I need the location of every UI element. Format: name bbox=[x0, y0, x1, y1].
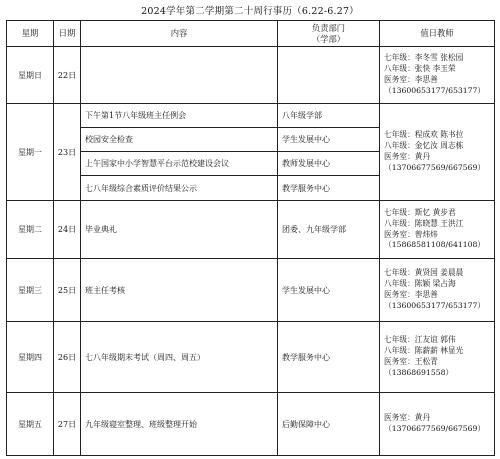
dept-cell: 教师发展中心 bbox=[278, 152, 380, 176]
content-cell: 七八年级综合素质评价结果公示 bbox=[81, 176, 278, 201]
content-cell: 七八年级期末考试（周四、周五） bbox=[81, 322, 278, 393]
duty-teachers-cell bbox=[380, 104, 495, 201]
header-dept-line2: （学部） bbox=[311, 33, 346, 44]
duty-line: 七年级：李冬雪 张松园 bbox=[384, 53, 464, 63]
weekly-schedule-table bbox=[6, 20, 495, 456]
day-cell: 星期四 bbox=[7, 322, 54, 393]
header-day: 星期 bbox=[7, 21, 54, 47]
date-cell: 23日 bbox=[54, 104, 81, 201]
schedule-body bbox=[7, 21, 495, 456]
header-duty: 值日教师 bbox=[380, 21, 495, 47]
duty-line: （13600653177/653177） bbox=[384, 300, 486, 310]
header-date: 日期 bbox=[54, 21, 81, 47]
date-cell: 24日 bbox=[54, 201, 81, 259]
content-cell: 毕业典礼 bbox=[81, 201, 278, 259]
date-cell: 25日 bbox=[54, 259, 81, 322]
content-cell bbox=[81, 47, 278, 104]
schedule-row bbox=[7, 259, 495, 322]
content-cell: 班主任考核 bbox=[81, 259, 278, 322]
duty-teachers-cell bbox=[380, 201, 495, 259]
content-cell: 上午国家中小学智慧平台示范校建设会议 bbox=[81, 152, 278, 176]
day-cell: 星期二 bbox=[7, 201, 54, 259]
day-cell: 星期一 bbox=[7, 104, 54, 201]
duty-line: （13706677569/667569） bbox=[384, 162, 486, 172]
schedule-row bbox=[7, 104, 495, 128]
duty-line: 医务室：李思善 bbox=[384, 75, 438, 84]
header-dept-line1: 负责部门 bbox=[311, 22, 346, 33]
duty-line: 七年级：斯忆 黄步君 bbox=[384, 207, 456, 217]
header-row bbox=[7, 21, 495, 47]
dept-cell: 学生发展中心 bbox=[278, 128, 380, 152]
duty-line: 医务室：王松青 bbox=[384, 357, 438, 366]
dept-cell: 八年级学部 bbox=[278, 104, 380, 128]
schedule-row bbox=[7, 322, 495, 393]
schedule-row bbox=[7, 201, 495, 259]
duty-line: 八年级：陈颖 梁占海 bbox=[384, 279, 456, 289]
page-title: 2024学年第二学期第二十周行事历（6.22-6.27） bbox=[141, 6, 359, 17]
day-cell: 星期三 bbox=[7, 259, 54, 322]
header-dept bbox=[278, 21, 380, 47]
duty-teachers-cell bbox=[380, 393, 495, 456]
date-cell: 27日 bbox=[54, 393, 81, 456]
duty-line: 七年级：江友谊 郭伟 bbox=[384, 335, 456, 345]
dept-cell: 后勤保障中心 bbox=[278, 393, 380, 456]
date-cell: 22日 bbox=[54, 47, 81, 104]
duty-teachers-cell bbox=[380, 47, 495, 104]
duty-line: 七年级：程成欢 陈书拉 bbox=[384, 130, 464, 140]
date-cell: 26日 bbox=[54, 322, 81, 393]
content-cell: 九年级寝室整理、班级整理开始 bbox=[81, 393, 278, 456]
dept-cell: 教学服务中心 bbox=[278, 322, 380, 393]
duty-line: （13868691558） bbox=[384, 367, 454, 377]
dept-cell bbox=[278, 47, 380, 104]
duty-line: 医务室：黄丹 bbox=[384, 413, 431, 423]
duty-line: 八年级：张快 李玉荣 bbox=[384, 64, 456, 74]
duty-line: 医务室：曾炜炜 bbox=[384, 229, 438, 239]
duty-line: 八年级：陈晓慧 王洪江 bbox=[384, 218, 464, 228]
schedule-row bbox=[7, 393, 495, 456]
dept-cell: 学生发展中心 bbox=[278, 259, 380, 322]
schedule-row bbox=[7, 47, 495, 104]
duty-line: （13706677569/667569） bbox=[384, 424, 486, 433]
day-cell: 星期五 bbox=[7, 393, 54, 456]
duty-line: 七年级：黄贤国 姜晨晨 bbox=[384, 268, 464, 278]
duty-teachers-cell bbox=[380, 322, 495, 393]
content-cell: 校园安全检查 bbox=[81, 128, 278, 152]
duty-line: 八年级：金忆汝 周志栋 bbox=[384, 141, 464, 151]
dept-cell: 教学服务中心 bbox=[278, 176, 380, 201]
duty-line: 八年级：陈薪薪 林显光 bbox=[384, 346, 464, 356]
dept-cell: 团委、九年级学部 bbox=[278, 201, 380, 259]
duty-line: （13600653177/653177） bbox=[384, 85, 486, 95]
header-content: 内容 bbox=[81, 21, 278, 47]
content-cell: 下午第1节八年级班主任例会 bbox=[81, 104, 278, 128]
duty-line: 医务室：黄丹 bbox=[384, 152, 431, 161]
duty-line: （15868581108/641108） bbox=[384, 240, 486, 250]
duty-line: 医务室：李思善 bbox=[384, 290, 438, 299]
duty-teachers-cell bbox=[380, 259, 495, 322]
day-cell: 星期日 bbox=[7, 47, 54, 104]
